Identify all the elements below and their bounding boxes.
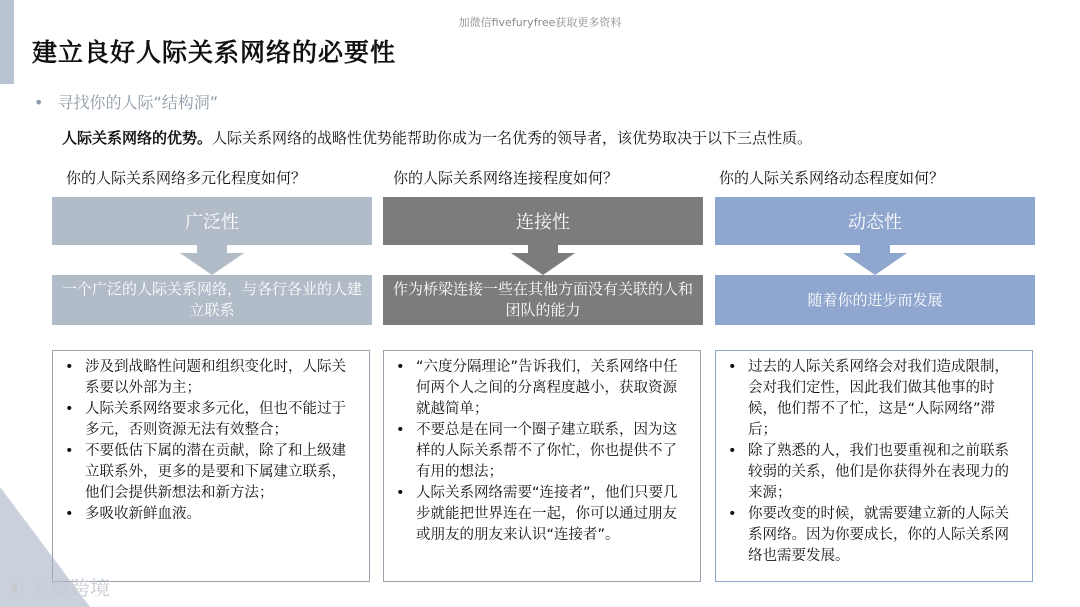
- list-item: • 多吸收新鲜血液。: [61, 504, 359, 525]
- title-accent-bar: [0, 0, 14, 84]
- column-banner: 动态性: [715, 197, 1035, 245]
- down-arrow-icon: [843, 253, 907, 275]
- list-item: • 不要总是在同一个圈子建立联系，因为这样的人际关系帮不了你忙，你也提供不了有用的想法；: [392, 420, 690, 483]
- list-item: • 除了熟悉的人，我们也要重视和之前联系较弱的关系，他们是你获得外在表现力的来源；: [724, 441, 1022, 504]
- column-description: 一个广泛的人际关系网络，与各行各业的人建立联系: [52, 275, 372, 325]
- intro-line: [62, 127, 812, 148]
- column-connectivity: [383, 165, 703, 605]
- top-watermark: 加微信fivefuryfree获取更多资料: [458, 16, 622, 29]
- column-question: 你的人际关系网络连接程度如何？: [393, 169, 619, 187]
- arrow-stem: [197, 245, 227, 253]
- list-item: • 过去的人际关系网络会对我们造成限制，会对我们定性，因此我们做其他事的时候，他们帮不了忙，这是“人际网络”滞后；: [724, 357, 1022, 441]
- brand-logo-text: 大数跨境: [29, 576, 110, 600]
- column-banner: 广泛性: [52, 197, 372, 245]
- list-item: • 人际关系网络要求多元化，但也不能过于多元，否则资源无法有效整合；: [61, 399, 359, 441]
- list-item: • “六度分隔理论”告诉我们，关系网络中任何两个人之间的分离程度越小，获取资源就越简单；: [392, 357, 690, 420]
- intro-bold: 人际关系网络的优势。: [62, 129, 213, 147]
- sub-bullet: [34, 90, 218, 113]
- column-bullet-box: [715, 350, 1033, 582]
- bullet-dot-icon: •: [34, 93, 44, 112]
- brand-mark-icon: ◐: [10, 577, 24, 596]
- column-question: 你的人际关系网络动态程度如何？: [719, 169, 945, 187]
- down-arrow-icon: [180, 253, 244, 275]
- arrow-stem: [528, 245, 558, 253]
- sub-bullet-text: 寻找你的人际“结构洞”: [57, 93, 219, 112]
- list-item: • 不要低估下属的潜在贡献，除了和上级建立联系外，更多的是要和下属建立联系，他们会提供新想法和新方法；: [61, 441, 359, 504]
- intro-text: 人际关系网络的战略性优势能帮助你成为一名优秀的领导者，该优势取决于以下三点性质。: [212, 129, 813, 147]
- column-question: 你的人际关系网络多元化程度如何？: [66, 169, 307, 187]
- column-bullet-box: [383, 350, 701, 582]
- column-bullet-box: [52, 350, 370, 582]
- list-item: • 你要改变的时候，就需要建立新的人际关系网络。因为你要成长，你的人际关系网络也需要发展。: [724, 504, 1022, 567]
- column-description: 随着你的进步而发展: [715, 275, 1035, 325]
- list-item: • 人际关系网络需要“连接者”，他们只要几步就能把世界连在一起，你可以通过朋友或朋友的朋友来认识“连接者”。: [392, 483, 690, 546]
- column-breadth: [52, 165, 372, 605]
- column-description: 作为桥梁连接一些在其他方面没有关联的人和团队的能力: [383, 275, 703, 325]
- page-title: 建立良好人际关系网络的必要性: [32, 38, 397, 67]
- down-arrow-icon: [511, 253, 575, 275]
- brand-logo: [10, 572, 110, 601]
- column-banner: 连接性: [383, 197, 703, 245]
- list-item: • 涉及到战略性问题和组织变化时，人际关系要以外部为主；: [61, 357, 359, 399]
- arrow-stem: [860, 245, 890, 253]
- column-dynamism: [715, 165, 1035, 605]
